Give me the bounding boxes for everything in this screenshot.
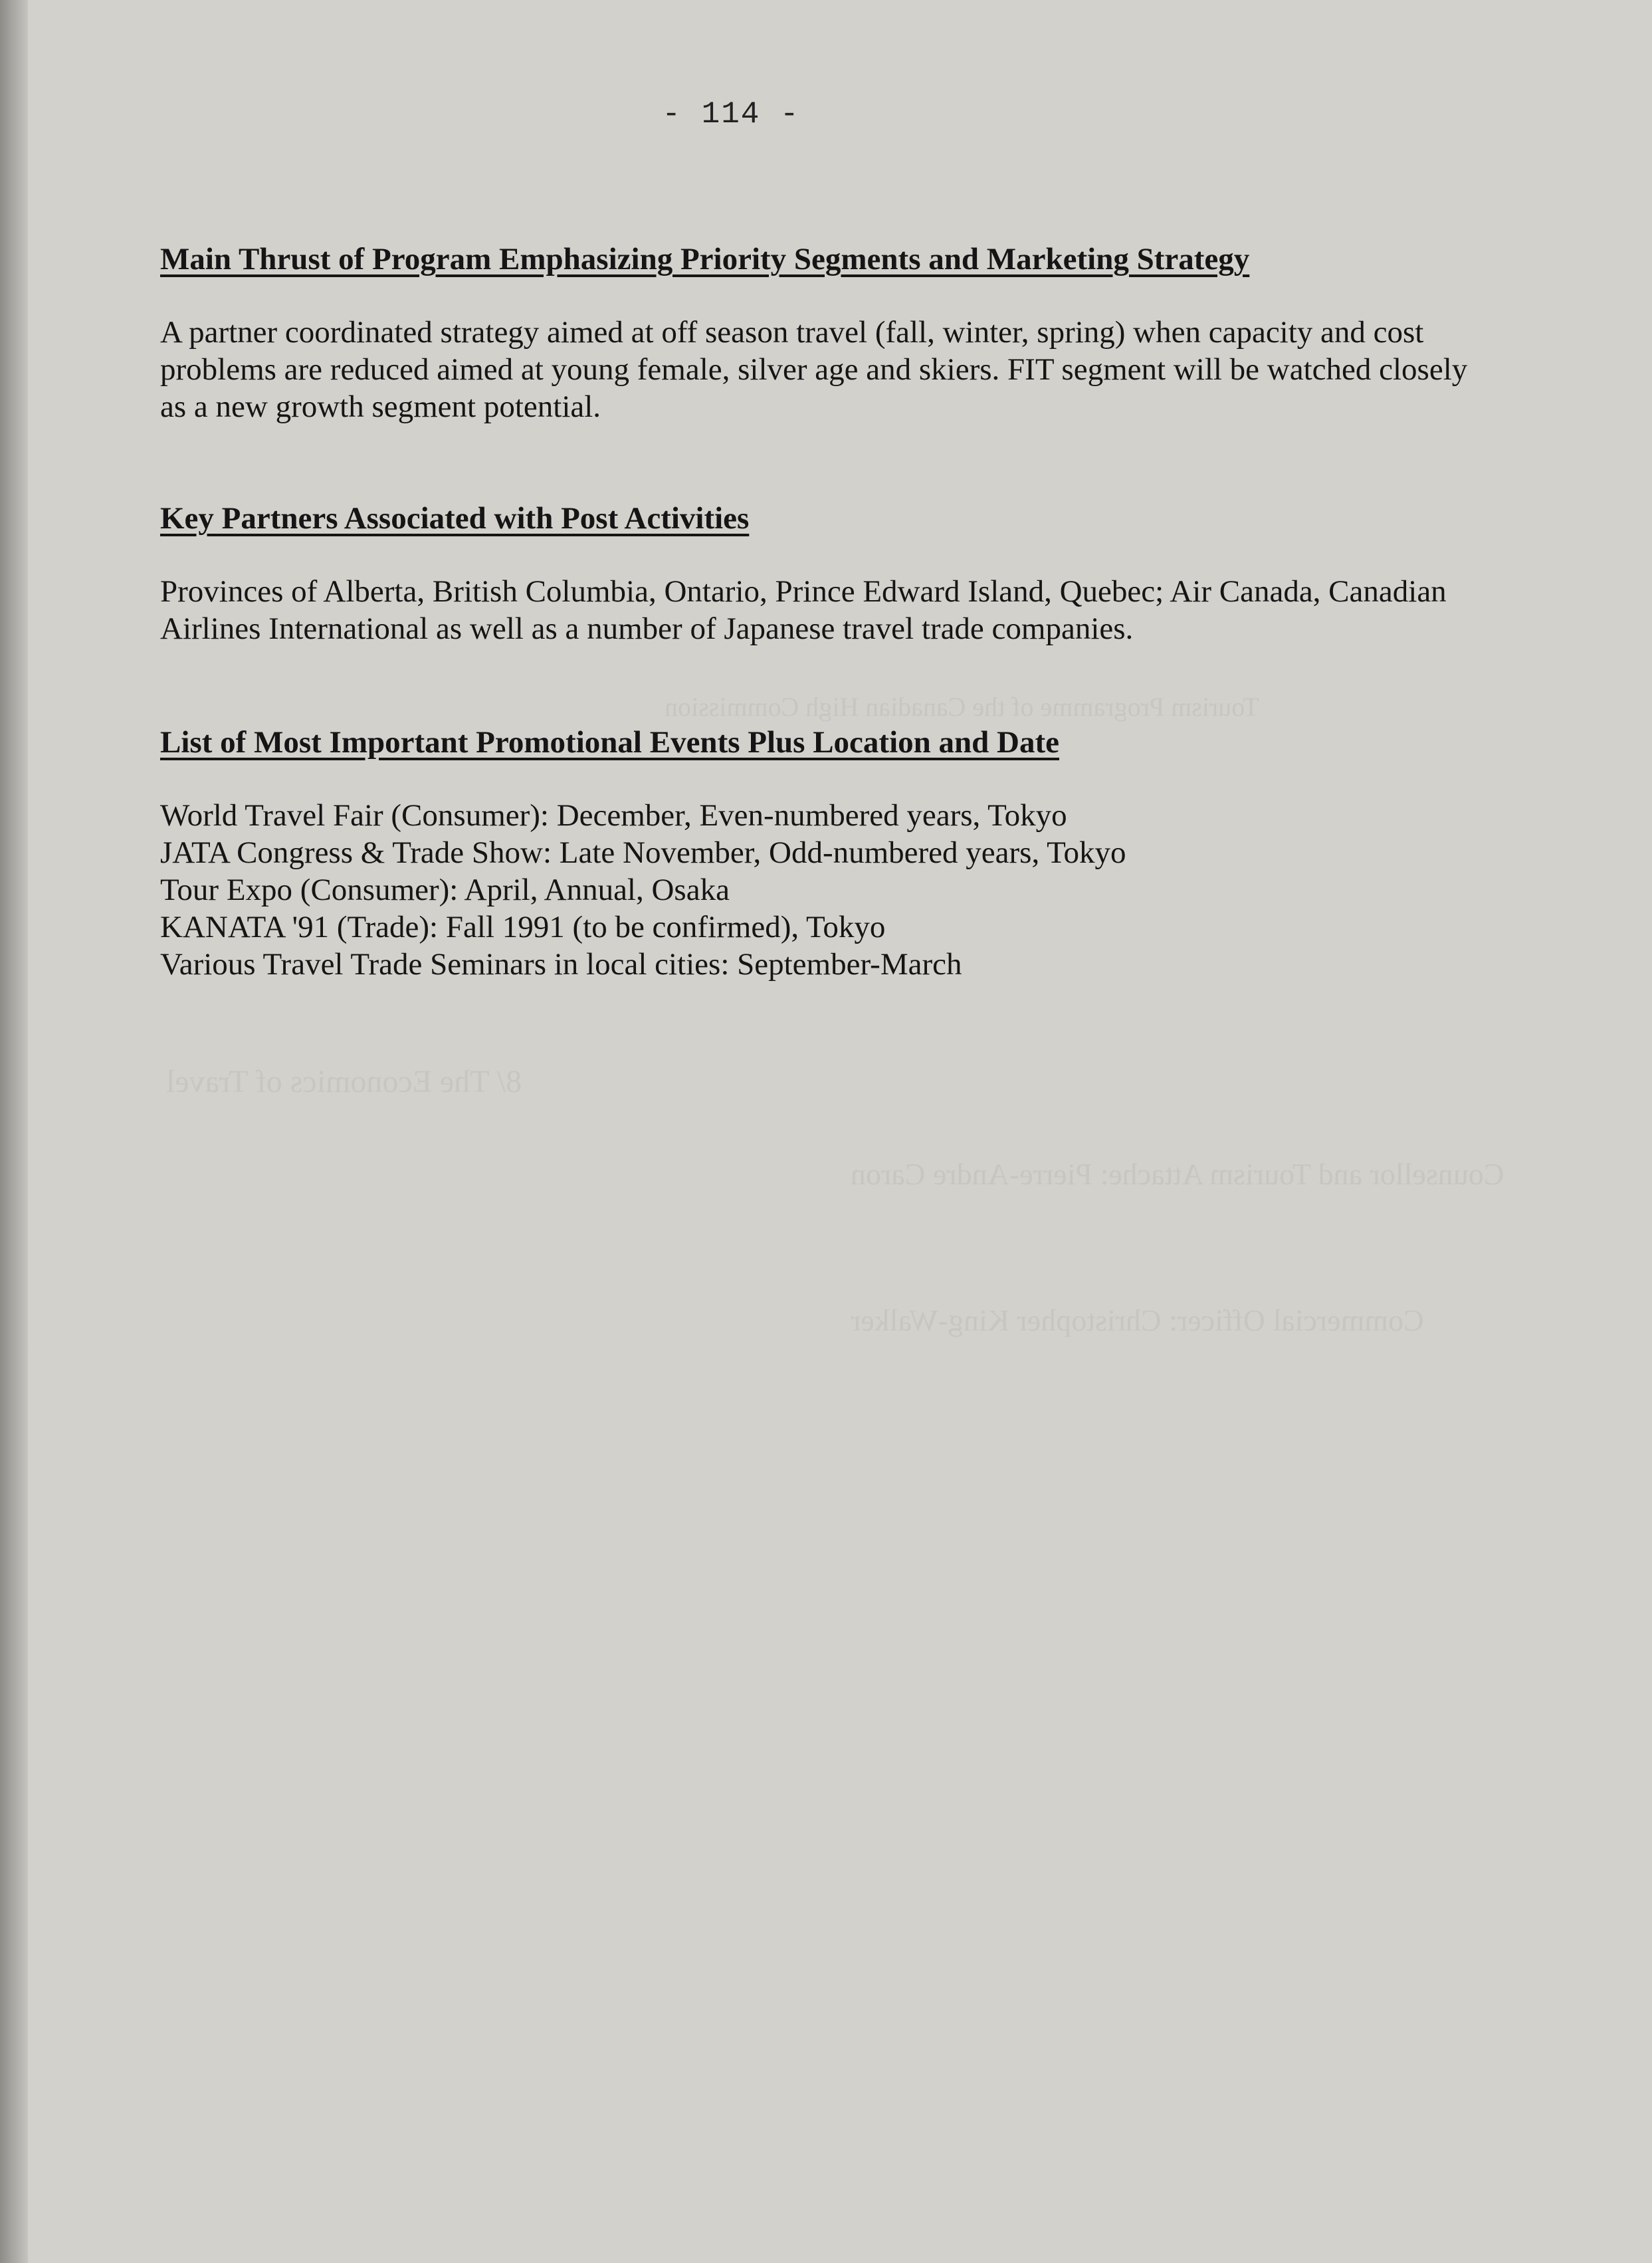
bleed-through-text: 8/ The Economics of Travel [166, 1064, 522, 1099]
event-item: Various Travel Trade Seminars in local cities: September-March [160, 947, 962, 982]
event-item: KANATA '91 (Trade): Fall 1991 (to be confirmed), Tokyo [160, 910, 886, 944]
section-paragraph: Provinces of Alberta, British Columbia, Ontario, Prince Edward Island, Quebec; Air Canada, Canadian Airlines International as well as a number of Japanese travel trade companies. [160, 574, 1447, 646]
event-item: World Travel Fair (Consumer): December, Even-numbered years, Tokyo [160, 798, 1067, 833]
section-heading: List of Most Important Promotional Events Plus Location and Date [160, 725, 1059, 760]
section-promotional-events [160, 722, 1126, 994]
event-item: Tour Expo (Consumer): April, Annual, Osaka [160, 873, 730, 907]
bleed-through-text: Counsellor and Tourism Attache: Pierre-Andre Caron [851, 1157, 1504, 1191]
event-item: JATA Congress & Trade Show: Late November, Odd-numbered years, Tokyo [160, 835, 1126, 870]
events-list [160, 797, 1126, 983]
bleed-through-text: Commercial Officer: Christopher King-Walker [851, 1303, 1424, 1337]
section-key-partners [160, 498, 1489, 647]
page-number: - 114 - [662, 97, 800, 132]
section-main-thrust [160, 239, 1489, 425]
section-paragraph: A partner coordinated strategy aimed at off season travel (fall, winter, spring) when capacity and cost problems are reduced aimed at young female, silver age and skiers. FIT segment will be watched closely as a new growth segment potential. [160, 315, 1468, 424]
bleed-through-text: Tourism Programme of the Canadian High Commission [665, 692, 1259, 722]
section-heading: Main Thrust of Program Emphasizing Priority Segments and Marketing Strategy [160, 242, 1250, 276]
binding-edge [0, 0, 28, 2263]
section-heading: Key Partners Associated with Post Activities [160, 501, 750, 536]
